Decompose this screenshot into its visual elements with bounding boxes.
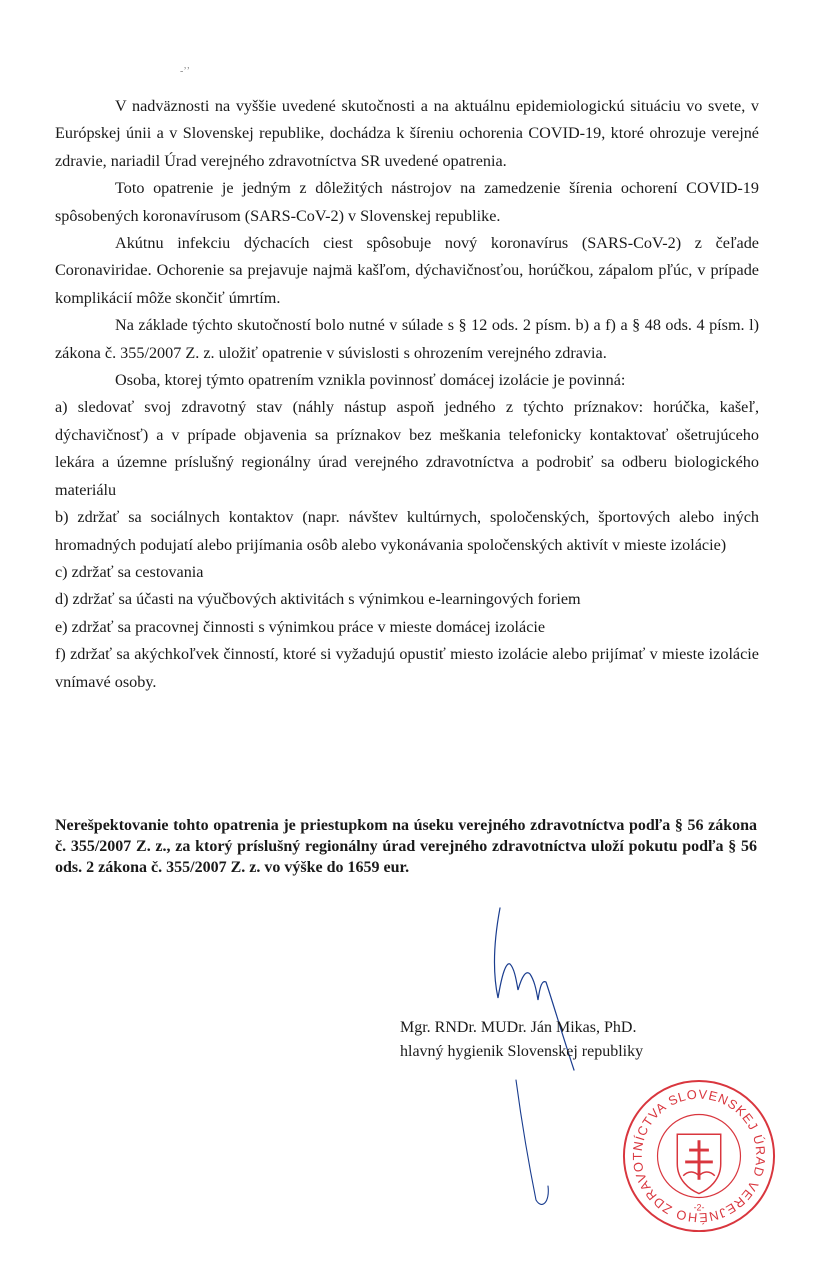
paragraph-legal-basis: Na základe týchto skutočností bolo nutné v súlade s § 12 ods. 2 písm. b) a f) a § 48 ods. 4 písm. l) zákona č. 355/2007 Z. z. uložiť opatrenie v súvislosti s ohrozením verejného zdravia. (55, 316, 759, 362)
obligation-item-b: b) zdržať sa sociálnych kontaktov (napr. návštev kultúrnych, spoločenských, športových alebo iných hromadných podujatí alebo prijímania osôb alebo vykonávania spoločenských aktivít v mieste izolácie) (55, 508, 759, 554)
obligation-item-d: d) zdržať sa účasti na výučbových aktivitách s výnimkou e-learningových foriem (55, 590, 581, 609)
paragraph-measure-importance: Toto opatrenie je jedným z dôležitých nástrojov na zamedzenie šírenia ochorení COVID-19 spôsobených koronavírusom (SARS-CoV-2) v Slovenskej republike. (55, 179, 759, 225)
paragraph-intro: V nadväznosti na vyššie uvedené skutočnosti a na aktuálnu epidemiologickú situáciu vo svete, v Európskej únii a v Slovenskej republike, dochádza k šíreniu ochorenia COVID-19, ktoré ohrozuje verejné zdravie, nariadil Úrad verejného zdravotníctva SR uvedené opatrenia. (55, 97, 759, 170)
penalty-notice: Nerešpektovanie tohto opatrenia je priestupkom na úseku verejného zdravotníctva podľa § 56 zákona č. 355/2007 Z. z., za ktorý príslušný regionálny úrad verejného zdravotníctva uloží pokutu podľa § 56 ods. 2 zákona č. 355/2007 Z. z. vo výške do 1659 eur. (55, 817, 757, 877)
obligation-item-e: e) zdržať sa pracovnej činnosti s výnimkou práce v mieste domácej izolácie (55, 617, 546, 636)
obligation-item-c: c) zdržať sa cestovania (55, 562, 204, 581)
signatory-title: hlavný hygienik Slovenskej republiky (400, 1043, 644, 1060)
stamp-number: -2- (693, 1202, 705, 1213)
signatory-name: Mgr. RNDr. MUDr. Ján Mikas, PhD. (400, 1019, 637, 1036)
paragraph-obligations-intro: Osoba, ktorej týmto opatrením vznikla povinnosť domácej izolácie je povinná: (115, 371, 626, 390)
body-text (55, 93, 759, 696)
signatory-block (400, 1016, 643, 1064)
obligation-item-f: f) zdržať sa akýchkoľvek činností, ktoré si vyžadujú opustiť miesto izolácie alebo prijímať v mieste izolácie vnímavé osoby. (55, 645, 759, 691)
stamp-text: ÚRAD VEREJNÉHO ZDRAVOTNÍCTVA SLOVENSKEJ (629, 1086, 769, 1226)
obligation-item-a: a) sledovať svoj zdravotný stav (náhly nástup aspoň jedného z týchto príznakov: horúčka, kašeľ, dýchavičnosť) a v prípade objavenia sa príznakov bez meškania telefonicky kontaktovať ošetrujúceho lekára a územne príslušný regionálny úrad verejného zdravotníctva a podrobiť sa odberu biologického materiálu (55, 398, 759, 499)
paragraph-infection: Akútnu infekciu dýchacích ciest spôsobuje nový koronavírus (SARS-CoV-2) z čeľade Coronaviridae. Ochorenie sa prejavuje najmä kašľom, dýchavičnosťou, horúčkou, zápalom pľúc, v prípade komplikácií môže skončiť úmrtím. (55, 234, 759, 307)
corner-mark: -ʼʼ (180, 66, 190, 77)
official-stamp (620, 1077, 778, 1235)
